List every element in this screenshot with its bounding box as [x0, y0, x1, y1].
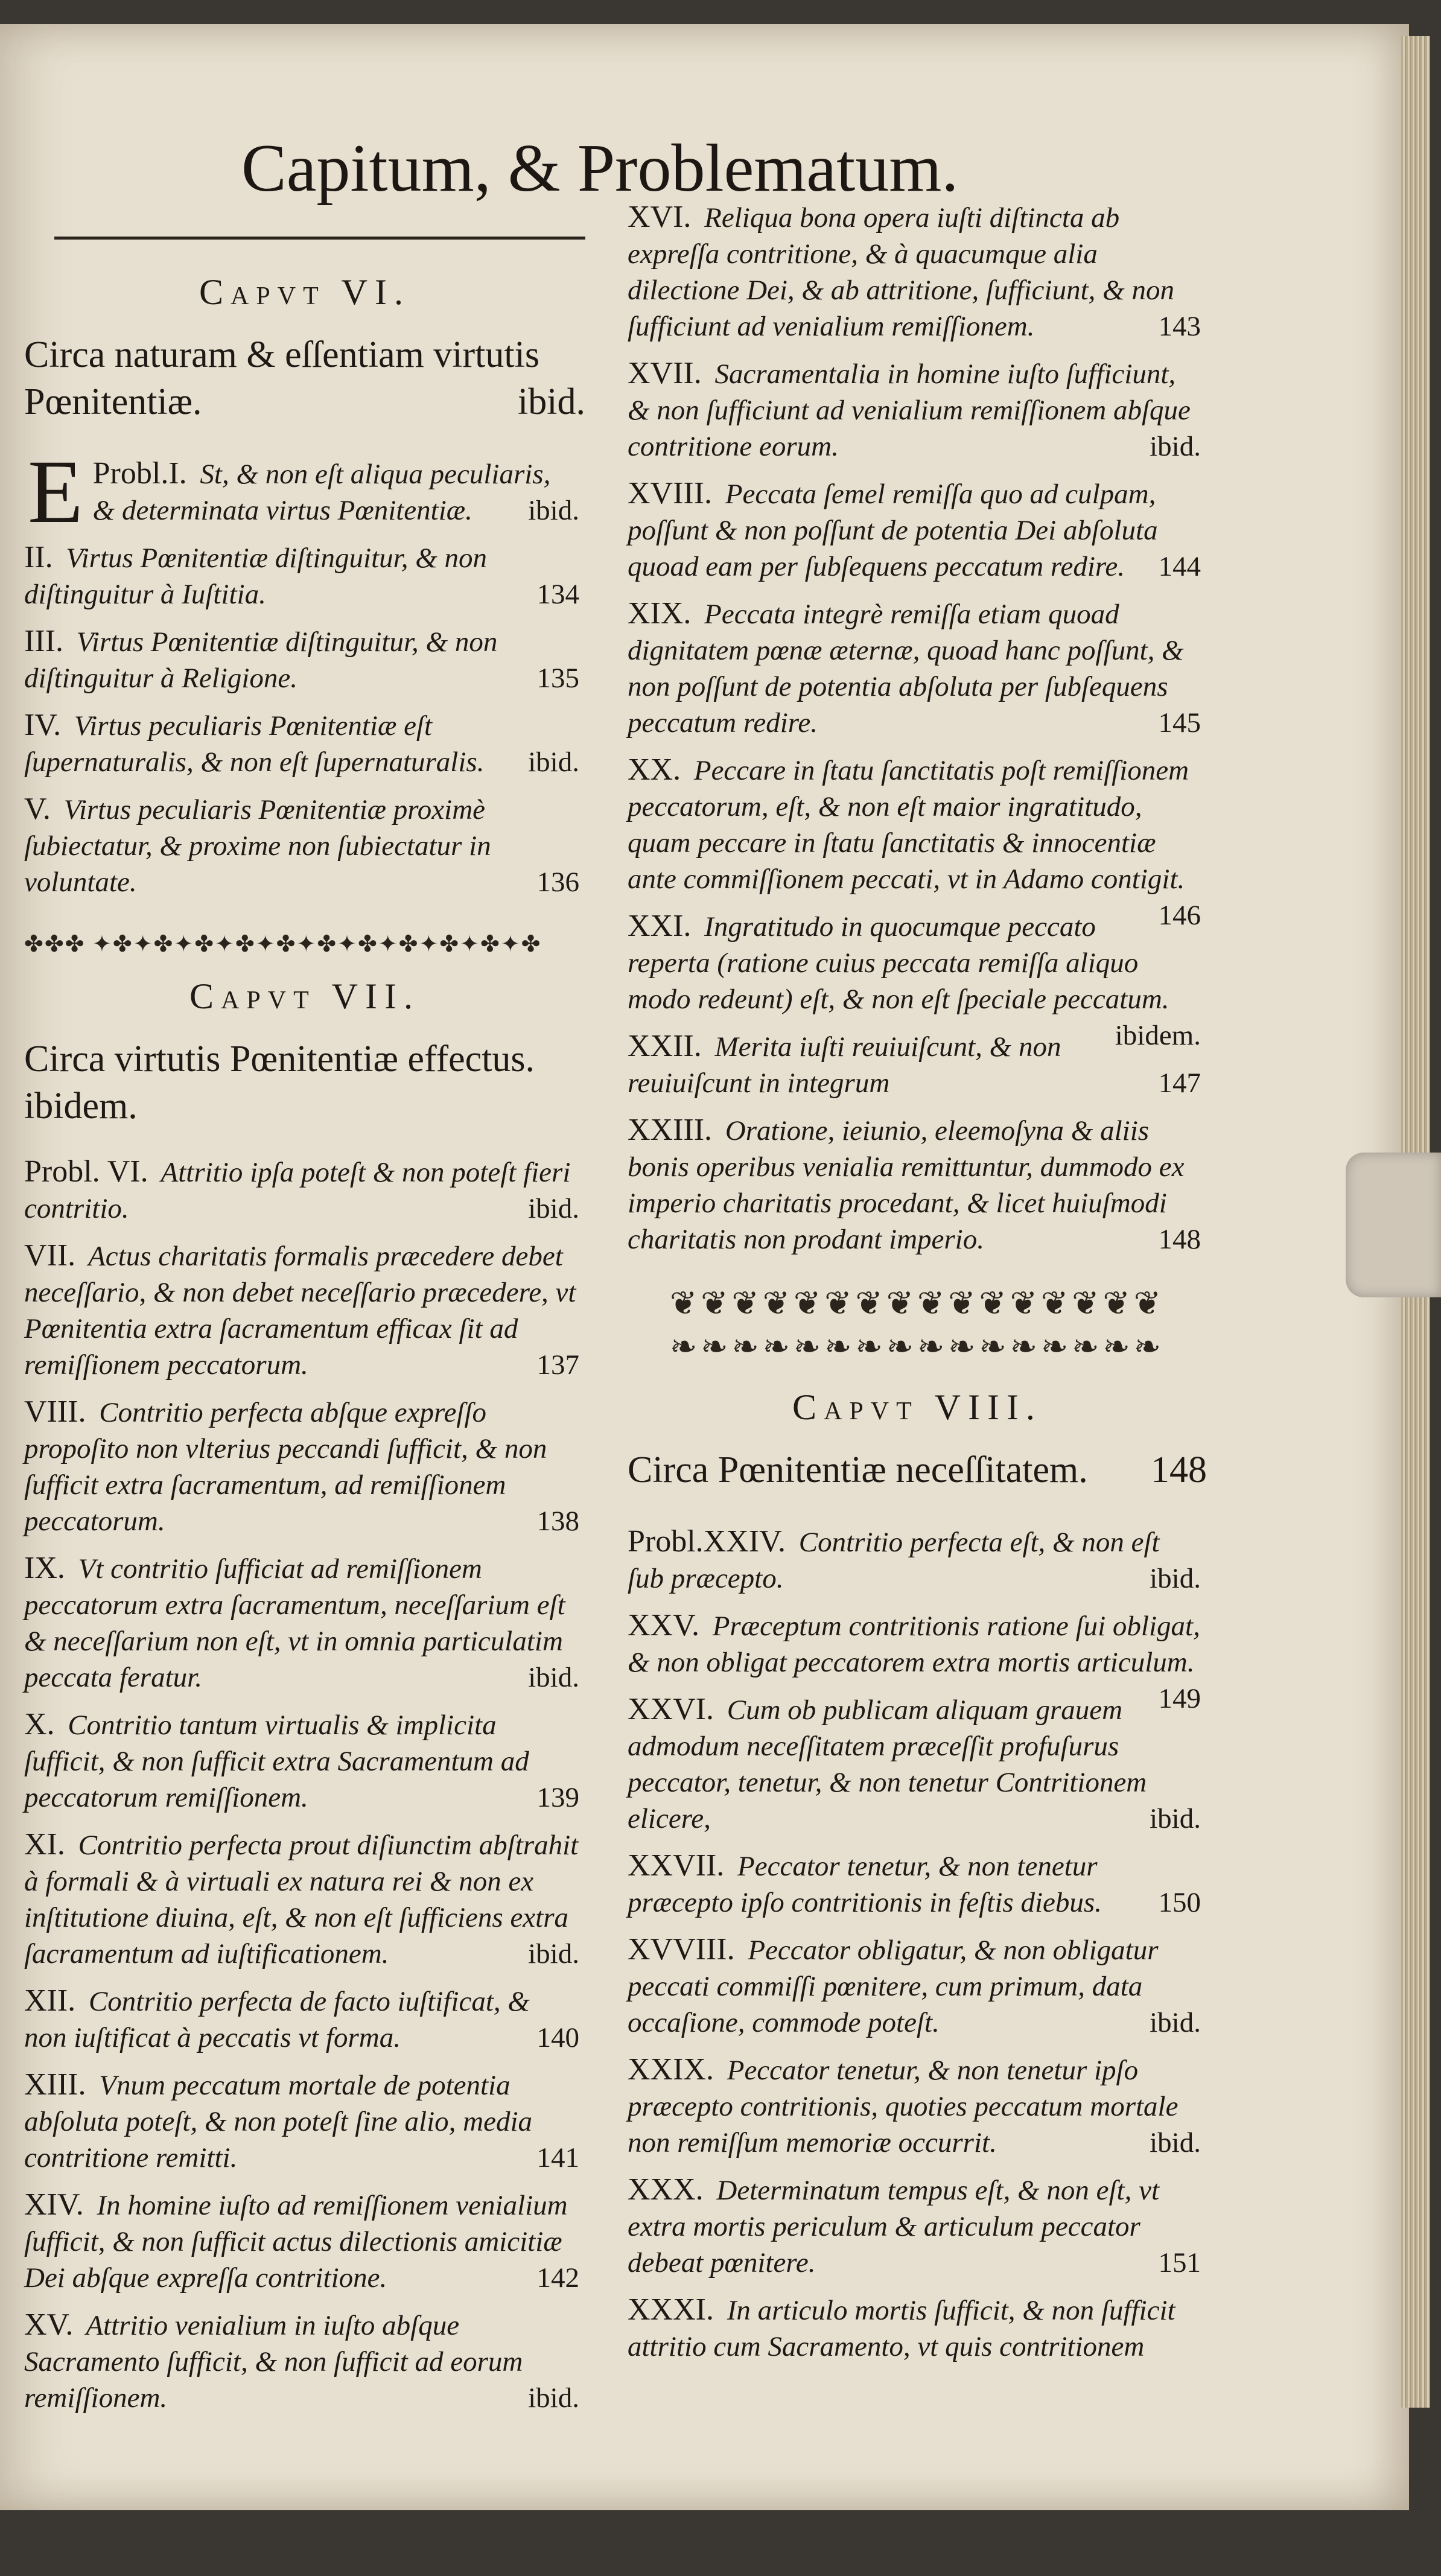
- page-ref: ibidem.: [1115, 1020, 1201, 1051]
- page-ref: ibid.: [528, 2382, 579, 2414]
- problem-text: Cum ob publicam aliquam grauem admodum neceſſitatem præceſſit profuſurus peccator, tenetur, & non tenetur Contritionem elicere,: [628, 1694, 1147, 1834]
- problem-entry: [628, 2172, 1207, 2281]
- problem-text: In articulo mortis ſufficit, & non ſufficit attritio cum Sacramento, vt quis contritionem: [628, 2295, 1175, 2362]
- section-topic: [24, 331, 585, 425]
- problem-text: Determinatum tempus eſt, & non eſt, vt extra mortis periculum & articulum peccator debeat pœnitere.: [628, 2175, 1160, 2279]
- page-ref: ibid.: [528, 495, 579, 526]
- problem-number: XXII.: [628, 1029, 702, 1063]
- problem-entry: [24, 1394, 585, 1539]
- problem-text: Peccator obligatur, & non obligatur peccati commiſſi pœnitere, cum primum, data occaſione, commode poteſt.: [628, 1935, 1159, 2038]
- page-ref: ibid.: [528, 1938, 579, 1970]
- problem-entry: [628, 1932, 1207, 2041]
- page-ref: 148: [1158, 1224, 1201, 1255]
- problem-text: Virtus peculiaris Pœnitentiæ proximè ſubiectatur, & proxime non ſubiectatur in voluntate.: [24, 794, 491, 898]
- page-ref: ibid.: [528, 1662, 579, 1693]
- problem-number: XXVII.: [628, 1848, 725, 1883]
- problem-entry: [628, 199, 1207, 345]
- header-rule: [54, 237, 585, 240]
- problem-number: XXXI.: [628, 2292, 714, 2327]
- page-ref: 142: [536, 2262, 579, 2294]
- problem-number: IX.: [24, 1551, 65, 1585]
- problem-text: Præceptum contritionis ratione ſui obligat, & non obligat peccatorem extra mortis articulum.: [628, 1611, 1200, 1678]
- problem-text: In homine iuſto ad remiſſionem venialium ſufficit, & non ſufficit actus dilectionis amicitiæ Dei abſque expreſſa contritione.: [24, 2190, 568, 2294]
- problem-entry: [24, 1706, 585, 1816]
- problem-number: Probl. VI.: [24, 1154, 148, 1189]
- problem-text: Peccator tenetur, & non tenetur præcepto ipſo contritionis in feſtis diebus.: [628, 1851, 1102, 1918]
- topic-text: Circa naturam & eſſentiam virtutis Pœnitentiæ.: [24, 334, 539, 422]
- problem-number: X.: [24, 1707, 55, 1741]
- problem-text: Attritio ipſa poteſt & non poteſt fieri contritio.: [24, 1157, 571, 1224]
- problem-text: Contritio perfecta eſt, & non eſt ſub præcepto.: [628, 1527, 1160, 1594]
- problem-number: XIV.: [24, 2187, 84, 2222]
- problem-text: St, & non eſt aliqua peculiaris, & determinata virtus Pœnitentiæ.: [92, 459, 551, 526]
- page-header: Capitum, & Problematum.: [241, 131, 959, 206]
- problem-entry: [24, 1983, 585, 2056]
- page-ref: 149: [1158, 1683, 1201, 1714]
- problem-entry: [24, 707, 585, 780]
- problem-number: XXVI.: [628, 1692, 714, 1726]
- problem-text: Virtus peculiaris Pœnitentiæ eſt ſupernaturalis, & non eſt ſupernaturalis.: [24, 710, 485, 778]
- problem-number: XIII.: [24, 2067, 86, 2102]
- problem-text: Attritio venialium in iuſto abſque Sacramento ſufficit, & non ſufficit ad eorum remiſſionem.: [24, 2310, 523, 2414]
- problem-entry: [628, 1028, 1207, 1101]
- problem-entry: [24, 2067, 585, 2176]
- problem-entry: [628, 1112, 1207, 1258]
- page-ref: 139: [536, 1782, 579, 1813]
- problem-text: Oratione, ieiunio, eleemoſyna & aliis bonis operibus venialia remittuntur, dummodo ex imperio charitatis procedant, & licet huiuſmodi charitatis non prodant imperio.: [628, 1115, 1185, 1255]
- problem-text: Reliqua bona opera iuſti diſtincta ab expreſſa contritione, & à quacumque alia dilectione Dei, & ab attritione, ſufficiunt, & non ſufficiunt ad venialium remiſſionem.: [628, 202, 1174, 342]
- problem-number: XV.: [24, 2307, 74, 2342]
- ornament-row-bottom: ❧❧❧❧❧❧❧❧❧❧❧❧❧❧❧❧: [670, 1329, 1165, 1365]
- problem-entry: [628, 596, 1207, 741]
- problem-entry: [24, 2307, 585, 2416]
- page-ref: 137: [536, 1349, 579, 1381]
- problem-number: Probl.XXIV.: [628, 1524, 786, 1559]
- problem-text: Actus charitatis formalis præcedere debet neceſſario, & non debet neceſſario præcedere, vt Pœnitentia extra ſacramentum efficax ſit ad remiſſionem peccatorum.: [24, 1241, 576, 1381]
- ornament-band: [628, 1282, 1207, 1369]
- problem-number: XII.: [24, 1983, 76, 2018]
- problem-entry: [24, 539, 585, 612]
- page-ref: ibid.: [1150, 2127, 1201, 2158]
- page-ref: ibid.: [518, 381, 585, 422]
- caput-heading: Capvt VII.: [189, 976, 420, 1016]
- problem-text: Ingratitudo in quocumque peccato reperta (ratione cuius peccata remiſſa aliquo modo redeunt) eſt, & non eſt ſpeciale peccatum.: [628, 911, 1169, 1015]
- problem-number: V.: [24, 792, 51, 826]
- problem-text: Merita iuſti reuiuiſcunt, & non reuiuiſcunt in integrum: [628, 1031, 1061, 1099]
- page-ref: ibidem.: [24, 1086, 138, 1127]
- page-ref: 143: [1158, 311, 1201, 342]
- problem-number: XXIII.: [628, 1113, 713, 1147]
- problem-entry: [628, 355, 1207, 465]
- drop-cap: E: [28, 442, 83, 542]
- problem-number: VIII.: [24, 1395, 86, 1429]
- problem-text: Contritio perfecta de facto iuſtificat, & non iuſtificat à peccatis vt forma.: [24, 1986, 530, 2053]
- problem-entry: [628, 2052, 1207, 2161]
- page-ref: 135: [536, 663, 579, 694]
- problem-number: XVVIII.: [628, 1932, 735, 1967]
- page-ref: ibid.: [1150, 2007, 1201, 2038]
- page-ref: ibid.: [528, 746, 579, 778]
- problem-number: XVIII.: [628, 476, 713, 510]
- problem-entry: [628, 1848, 1207, 1921]
- page-ref: 146: [1158, 900, 1201, 931]
- caput-heading: Capvt VIII.: [792, 1387, 1042, 1427]
- problem-entry: [628, 475, 1207, 585]
- problem-text: Contritio tantum virtualis & implicita ſufficit, & non ſufficit extra Sacramentum ad peccatorum remiſſionem.: [24, 1709, 529, 1813]
- caput-heading: Capvt VI.: [199, 272, 410, 312]
- ornament-row-top: ❦❦❦❦❦❦❦❦❦❦❦❦❦❦❦❦: [670, 1285, 1165, 1321]
- problem-number: XVII.: [628, 356, 702, 390]
- problem-text: Vt contritio ſufficiat ad remiſſionem peccatorum extra ſacramentum, neceſſarium eſt & neceſſarium non eſt, vt in omnia particulatim peccata feratur.: [24, 1553, 565, 1693]
- ornament-rule: ✤✤✤ ✦✤✦✤✦✤✦✤✦✤✦✤✦✤✦✤✦✤✦✤✦✤: [24, 932, 542, 957]
- book-page: [0, 24, 1409, 2510]
- problem-number: XXV.: [628, 1608, 699, 1643]
- section-topic: [24, 1035, 585, 1130]
- problem-number: XXIX.: [628, 2052, 714, 2087]
- problem-text: Peccare in ſtatu ſanctitatis poſt remiſſionem peccatorum, eſt, & non eſt maior ingratitudo, quam peccare in ſtatu ſanctitatis & innocentiæ ante commiſſionem peccati, vt in Adamo contigit.: [628, 755, 1189, 895]
- problem-text: Contritio perfecta prout diſiunctim abſtrahit à formali & à virtuali ex natura rei & non ex inſtitutione diuina, eſt, & non eſt ſufficiens extra ſacramentum ad iuſtificationem.: [24, 1830, 579, 1970]
- problem-number: XXX.: [628, 2172, 704, 2207]
- page-ref: ibid.: [528, 1193, 579, 1224]
- problem-text: Sacramentalia in homine iuſto ſufficiunt, & non ſufficiunt ad venialium remiſſionem abſque contritione eorum.: [628, 358, 1191, 462]
- page-ref: 148: [1151, 1449, 1207, 1490]
- problem-entry: [24, 791, 585, 900]
- problem-text: Peccata ſemel remiſſa quo ad culpam, poſſunt & non poſſunt de potentia Dei abſoluta quoad eam per ſubſequens peccatum redire.: [628, 479, 1158, 582]
- problem-entry: [628, 1691, 1207, 1837]
- problem-entry: [24, 623, 585, 696]
- left-column: [24, 272, 585, 2427]
- page-ref: ibid.: [1150, 1563, 1201, 1594]
- problem-entry: [24, 1827, 585, 1972]
- page-ref: 144: [1158, 551, 1201, 582]
- right-column: [628, 199, 1207, 2376]
- topic-text: Circa Pœnitentiæ neceſſitatem.: [628, 1449, 1088, 1490]
- page-ref: 138: [536, 1506, 579, 1537]
- problem-number: VII.: [24, 1238, 76, 1273]
- section-topic: [628, 1446, 1207, 1493]
- page-ref: 141: [536, 2142, 579, 2174]
- problem-text: Virtus Pœnitentiæ diſtinguitur, & non diſtinguitur à Iuſtitia.: [24, 542, 488, 610]
- problem-text: Peccata integrè remiſſa etiam quoad dignitatem pœnæ æternæ, quoad hanc poſſunt, & non poſſunt de potentia abſoluta per ſubſequens peccatum redire.: [628, 599, 1184, 739]
- page-ref: 151: [1158, 2247, 1201, 2279]
- problem-number: XX.: [628, 752, 681, 787]
- problem-number: XIX.: [628, 596, 692, 631]
- problem-number: III.: [24, 624, 63, 658]
- bookmark-tab: [1346, 1153, 1441, 1297]
- problem-text: Peccator tenetur, & non tenetur ipſo præcepto contritionis, quoties peccatum mortale non remiſſum memoriæ occurrit.: [628, 2055, 1179, 2158]
- problem-number: IV.: [24, 708, 62, 742]
- page-ref: 147: [1158, 1067, 1201, 1099]
- topic-text: Circa virtutis Pœnitentiæ effectus.: [24, 1038, 535, 1080]
- page-ref: 140: [536, 2022, 579, 2053]
- problem-number: XI.: [24, 1827, 65, 1862]
- problem-entry: [24, 442, 585, 542]
- problem-entry: [628, 2292, 1207, 2365]
- problem-number: Probl.I.: [92, 456, 187, 491]
- page-ref: ibid.: [1150, 1803, 1201, 1834]
- page-ref: ibid.: [1150, 431, 1201, 462]
- page-ref: 150: [1158, 1887, 1201, 1918]
- problem-number: II.: [24, 540, 53, 574]
- problem-entry: [24, 2187, 585, 2296]
- problem-entry: [628, 908, 1207, 1051]
- problem-text: Vnum peccatum mortale de potentia abſoluta poteſt, & non poteſt ſine alio, media contritione remitti.: [24, 2070, 533, 2174]
- problem-number: XVI.: [628, 200, 692, 234]
- problem-entry: [24, 1550, 585, 1696]
- problem-entry: [24, 1238, 585, 1383]
- page-ref: 134: [536, 579, 579, 610]
- problem-entry: [24, 1154, 585, 1227]
- page-ref: 145: [1158, 707, 1201, 739]
- page-ref: 136: [536, 867, 579, 898]
- problem-entry: [628, 1524, 1207, 1597]
- problem-number: XXI.: [628, 909, 692, 943]
- problem-text: Contritio perfecta abſque expreſſo propoſito non vlterius peccandi ſufficit, & non ſufficit extra ſacramentum, ad remiſſionem peccatorum.: [24, 1397, 547, 1537]
- problem-text: Virtus Pœnitentiæ diſtinguitur, & non diſtinguitur à Religione.: [24, 626, 498, 694]
